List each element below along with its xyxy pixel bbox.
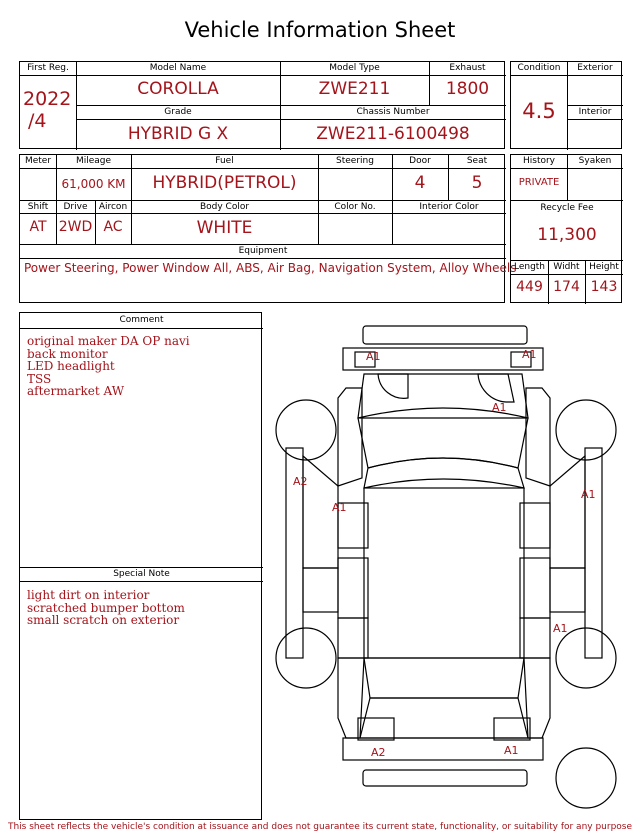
exhaust-label: Exhaust: [449, 63, 486, 73]
car-damage-diagram: [268, 318, 624, 818]
exterior-label: Exterior: [577, 63, 613, 73]
special-note-lines: [27, 589, 261, 627]
right-rocker-panel: [585, 448, 602, 658]
equipment-value: Power Steering, Power Window All, ABS, Air Bag, Navigation System, Alloy Wheels: [24, 261, 517, 275]
special-note-line: scratched bumper bottom: [27, 600, 185, 615]
spare-wheel: [556, 748, 616, 808]
equipment-label: Equipment: [238, 246, 288, 256]
mileage-label: Mileage: [75, 156, 112, 166]
sheet-title: Vehicle Information Sheet: [184, 18, 456, 42]
windshield-frame: [364, 458, 524, 488]
comment-label: Comment: [119, 315, 164, 325]
comment-line: aftermarket AW: [27, 384, 125, 398]
history-label: History: [522, 156, 556, 166]
length-value: 449: [516, 279, 543, 295]
model-type-label: Model Type: [329, 63, 380, 73]
chassis-number-value: ZWE211-6100498: [316, 124, 470, 144]
drive-value: 2WD: [58, 219, 93, 235]
door-value: 4: [414, 173, 426, 193]
height-label: Height: [589, 262, 619, 272]
aircon-label: Aircon: [98, 202, 128, 212]
damage-mark: A1: [522, 348, 537, 361]
damage-mark: A1: [581, 488, 596, 501]
condition-grade: 4.5: [522, 99, 556, 123]
front-bumper-strip: [363, 326, 527, 344]
drive-label: Drive: [63, 202, 88, 212]
left-front-fender: [338, 388, 362, 486]
syaken-label: Syaken: [578, 156, 612, 166]
damage-mark: A1: [492, 401, 507, 414]
body-color-label: Body Color: [199, 202, 250, 212]
rear-bumper-strip: [363, 770, 527, 786]
left-rear-quarter: [338, 658, 364, 738]
door-label: Door: [409, 156, 431, 166]
comment-lines: [27, 335, 261, 398]
headlamp-right: [478, 374, 514, 402]
width-label: Widht: [553, 262, 580, 272]
comment-line: original maker DA OP navi: [27, 334, 190, 348]
first-reg-year: 2022: [23, 88, 72, 110]
history-value: PRIVATE: [518, 177, 560, 188]
front-right-wheel: [556, 400, 616, 460]
roof: [364, 488, 524, 658]
mileage-value: 61,000 KM: [61, 177, 126, 191]
windshield: [358, 408, 528, 468]
damage-mark: A1: [504, 744, 519, 757]
shift-label: Shift: [27, 202, 49, 212]
special-note-line: light dirt on interior: [27, 588, 150, 602]
right-front-fender: [526, 388, 550, 486]
chassis-number-label: Chassis Number: [356, 107, 430, 117]
rear-window: [364, 658, 524, 698]
condition-label: Condition: [517, 63, 561, 73]
steering-label: Steering: [336, 156, 374, 166]
rear-right-light: [494, 718, 530, 740]
body-color-value: WHITE: [196, 218, 253, 238]
height-value: 143: [590, 279, 618, 295]
right-front-door-lower: [550, 568, 585, 612]
condition-table: [510, 61, 622, 149]
shift-value: AT: [29, 219, 47, 235]
fuel-value: HYBRID(PETROL): [152, 173, 297, 193]
color-no-label: Color No.: [334, 202, 376, 212]
recycle-fee-value: 11,300: [537, 225, 597, 245]
comment-line: TSS: [27, 371, 52, 386]
first-reg-label: First Reg.: [27, 63, 69, 73]
comment-line: back monitor: [27, 346, 108, 361]
history-table: [510, 154, 622, 303]
headlamp-left: [378, 374, 408, 398]
model-type-value: ZWE211: [318, 79, 391, 99]
damage-mark: A1: [366, 350, 381, 363]
damage-mark: A1: [553, 622, 568, 635]
comment-panel: [19, 312, 262, 820]
seat-value: 5: [471, 173, 483, 193]
right-front-pillar: [550, 456, 585, 568]
model-name-label: Model Name: [149, 63, 207, 73]
special-note-line: small scratch on exterior: [27, 613, 180, 627]
rear-left-wheel: [276, 628, 336, 688]
first-reg-month: /4: [28, 110, 47, 132]
meter-label: Meter: [24, 156, 52, 166]
rear-left-light: [358, 718, 394, 740]
interior-color-label: Interior Color: [419, 202, 479, 212]
front-left-wheel: [276, 400, 336, 460]
fuel-label: Fuel: [215, 156, 234, 166]
width-value: 174: [553, 279, 580, 295]
disclaimer-footer: This sheet reflects the vehicle's condition at issuance and does not guarantee its current state, functionality, or suitability for any purpose: [7, 822, 633, 832]
seat-label: Seat: [466, 156, 488, 166]
comment-line: LED headlight: [27, 359, 115, 373]
model-info-table: [19, 61, 505, 149]
grade-label: Grade: [164, 107, 192, 117]
recycle-fee-label: Recycle Fee: [540, 203, 594, 213]
grade-value: HYBRID G X: [127, 124, 229, 144]
special-note-label: Special Note: [113, 569, 170, 579]
damage-mark: A2: [371, 746, 386, 759]
spec-table: [19, 154, 517, 303]
model-name-value: COROLLA: [137, 79, 219, 99]
damage-mark: A2: [293, 475, 308, 488]
right-rear-quarter: [524, 658, 550, 738]
aircon-value: AC: [103, 219, 123, 235]
length-label: Length: [513, 262, 546, 272]
exhaust-value: 1800: [445, 79, 490, 99]
interior-label: Interior: [578, 107, 612, 117]
damage-mark: A1: [332, 501, 347, 514]
left-front-door-lower: [303, 568, 338, 612]
